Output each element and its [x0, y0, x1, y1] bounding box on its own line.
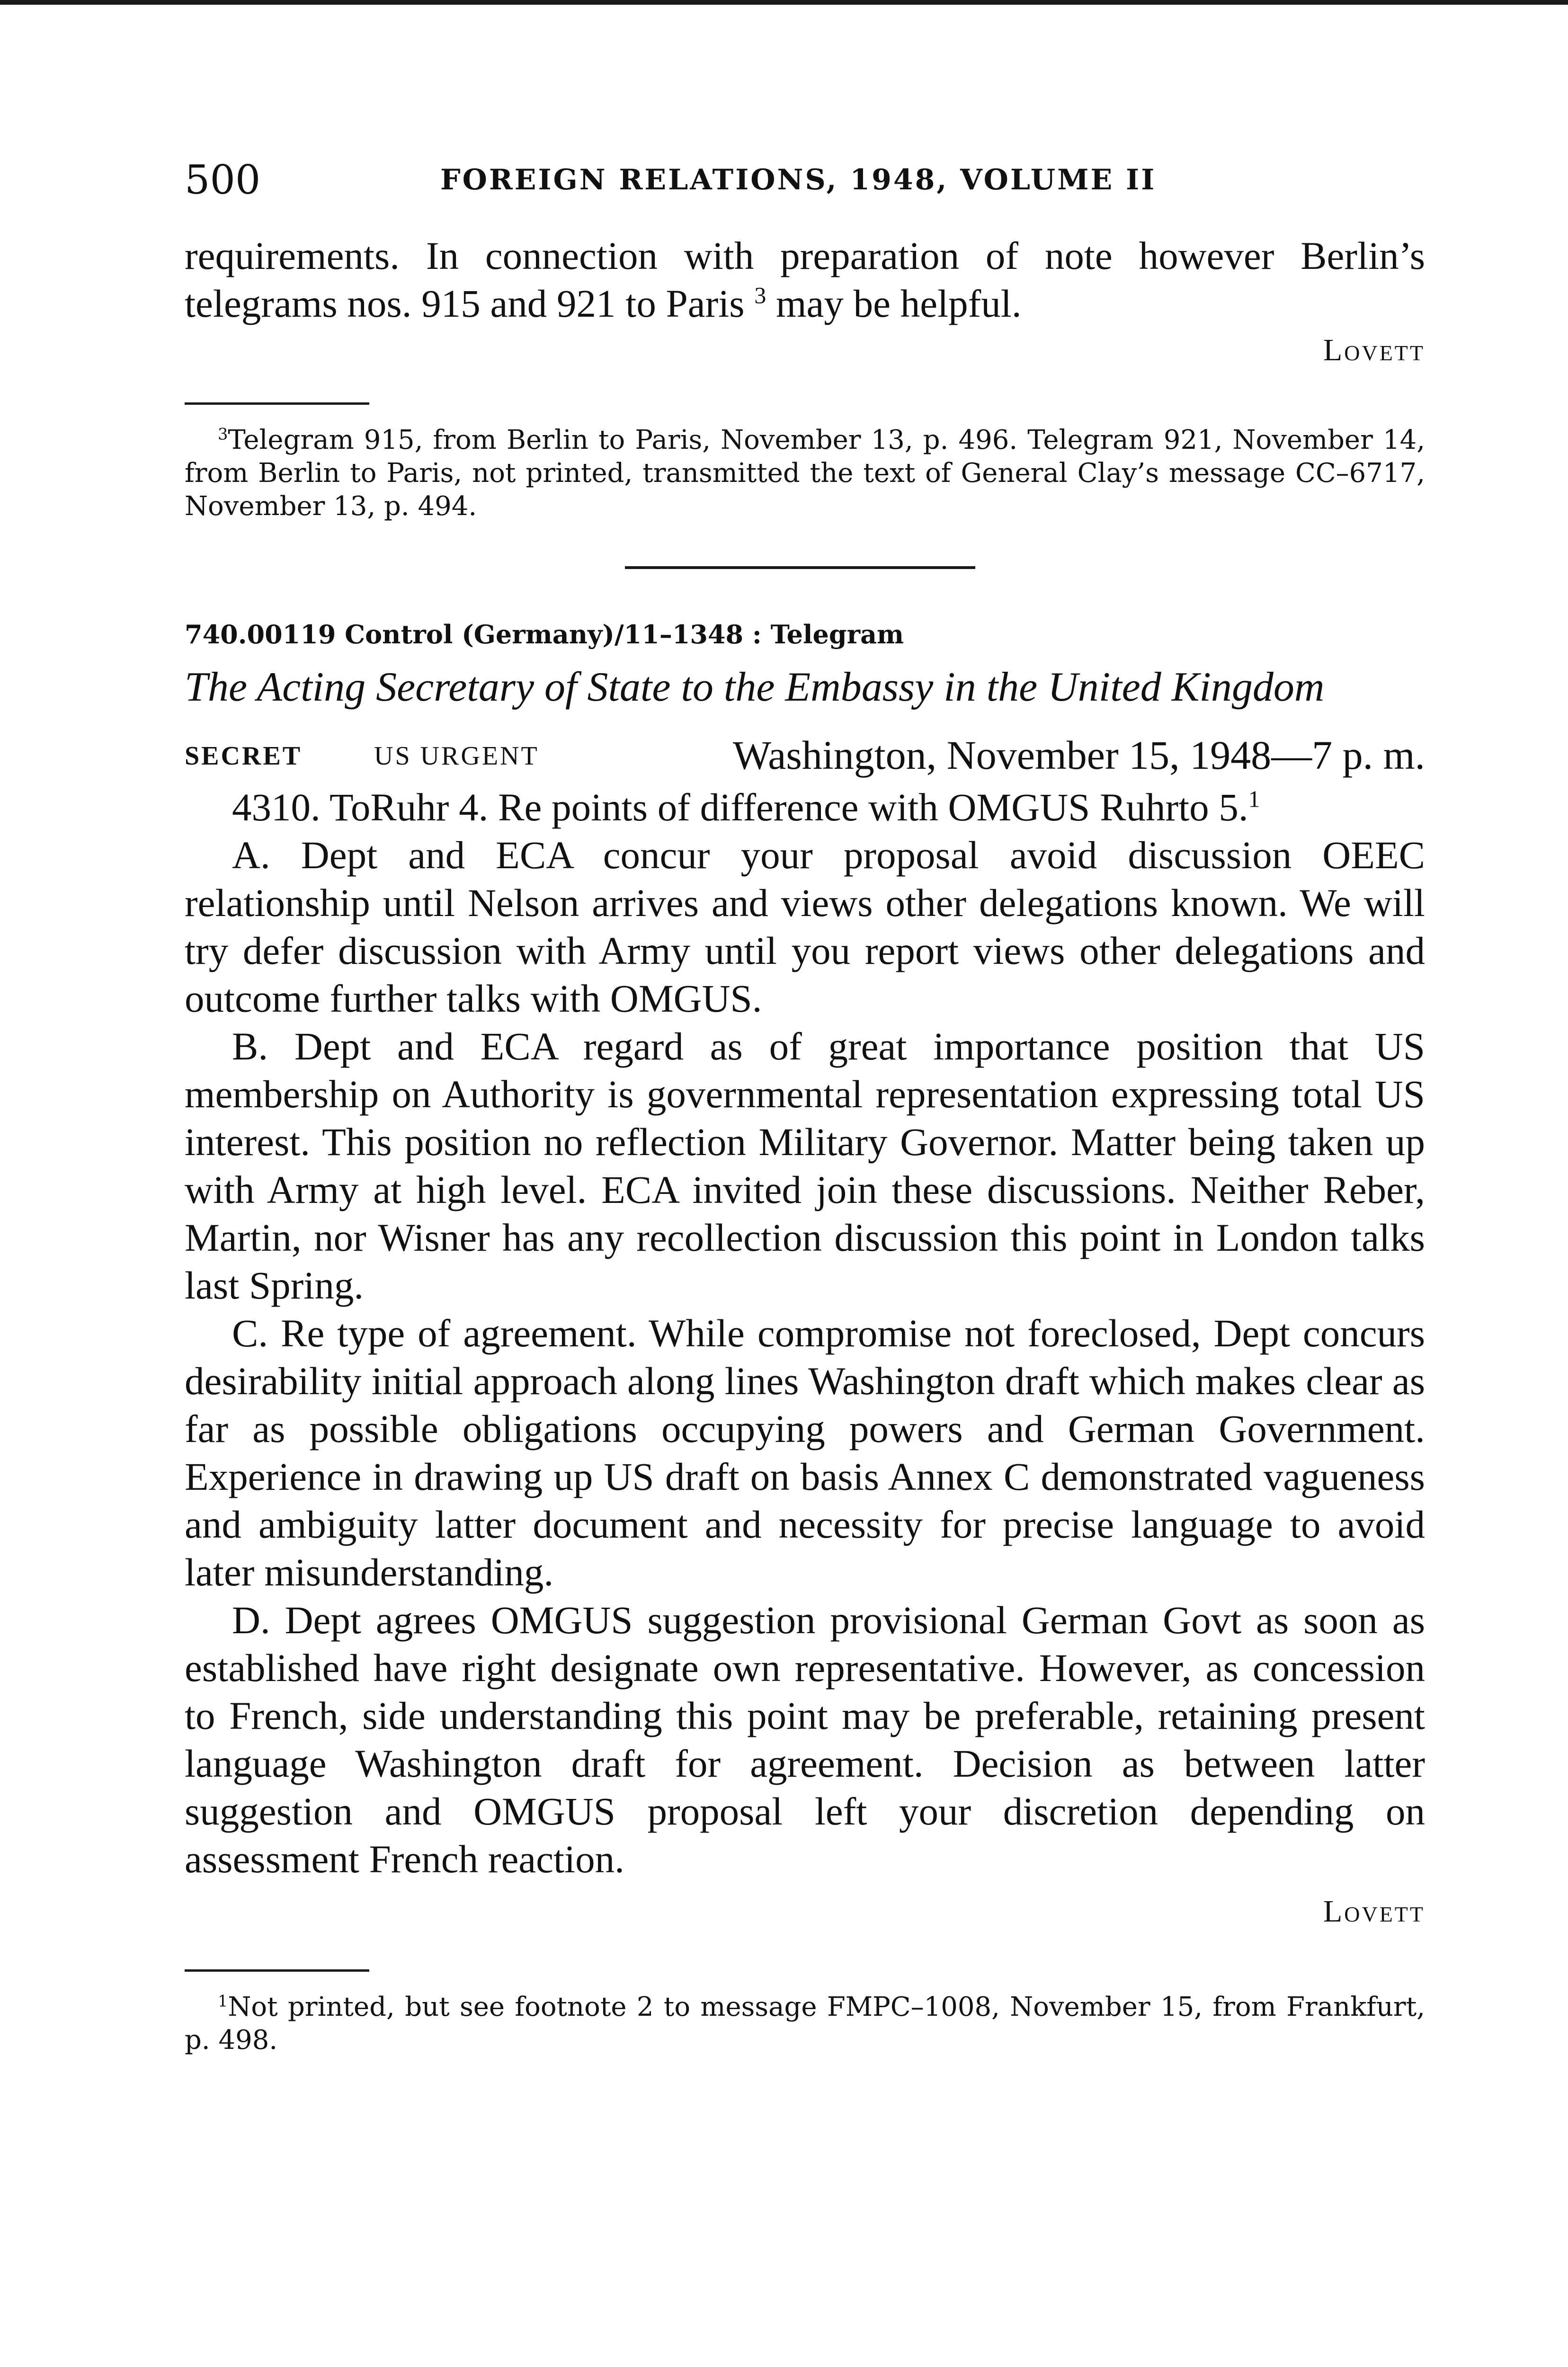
paragraph-a: A. Dept and ECA concur your proposal avoid discussion OEEC relationship until Nelson arrives and views other delegations known. We will try defer discussion with Army until you report views other delegations and outcome further talks with OMGUS. [185, 833, 1425, 1020]
footnote-ref-1: 1 [1248, 786, 1260, 812]
opening-line: 4310. ToRuhr 4. Re points of difference with OMGUS Ruhrto 5.$^1$ [232, 785, 1260, 829]
footnote-ref-3: 3 [754, 282, 766, 309]
classification: SECRET [185, 741, 303, 771]
continuation-block [185, 232, 1425, 368]
file-reference: 740.00119 Control (Germany)/11–1348 : Telegram [185, 619, 904, 650]
paragraph-b: B. Dept and ECA regard as of great importance position that US membership on Authority is governmental representation expressing total US interest. This position no reflection Military Governor. Matter being taken up with Army at high level. ECA invited join these discussions. Neither Reber, Martin, nor Wisner has any recollection discussion this point in London talks last Spring. [185, 1024, 1425, 1307]
priority: US URGENT [374, 741, 539, 771]
top-edge-rule [0, 0, 1568, 5]
running-head: FOREIGN RELATIONS, 1948, VOLUME II [440, 163, 1157, 196]
signature-lovett-2: Lovett [1323, 1894, 1425, 1929]
page-header [185, 156, 1425, 204]
paragraph-c: C. Re type of agreement. While compromise not foreclosed, Dept concurs desirability initial approach along lines Washington draft which makes clear as far as possible obligations occupying powers and German Government. Experience in drawing up US draft on basis Annex C demonstrated vagueness and ambiguity latter document and necessity for precise language to avoid later misunderstanding. [185, 1311, 1425, 1594]
footnote-block-1 [185, 1969, 1425, 2057]
section-divider [625, 566, 975, 569]
footnote-rule [185, 1969, 369, 1972]
paragraph-d: D. Dept agrees OMGUS suggestion provisional German Govt as soon as established have right designate own representative. However, as concession to French, side understanding this point may be preferable, retaining present language Washington draft for agreement. Decision as between latter suggestion and OMGUS proposal left your discretion depending on assessment French reaction. [185, 1598, 1425, 1881]
dateline-row [185, 731, 1425, 779]
document-title: The Acting Secretary of State to the Embassy in the United Kingdom [185, 664, 1325, 710]
footnote-block-3 [185, 402, 1425, 523]
footnote-1: $^1$Not printed, but see footnote 2 to message FMPC–1008, November 15, from Frankfurt, p. 498. [185, 1992, 1425, 2056]
footnote-rule [185, 402, 369, 405]
telegram-document [185, 618, 1425, 1930]
footnote-3: $^3$Telegram 915, from Berlin to Paris, November 13, p. 496. Telegram 921, November 14, from Berlin to Paris, not printed, transmitted the text of General Clay’s message CC–6717, November 13, p. 494. [185, 425, 1425, 522]
page-number: 500 [185, 157, 261, 203]
continuation-paragraph: requirements. In connection with preparation of note however Berlin’s telegrams nos. 915 and 921 to Paris $^3$ may be helpful. [185, 234, 1425, 325]
dateline: Washington, November 15, 1948—7 p. m. [732, 732, 1425, 778]
signature-lovett-1: Lovett [1323, 333, 1425, 367]
